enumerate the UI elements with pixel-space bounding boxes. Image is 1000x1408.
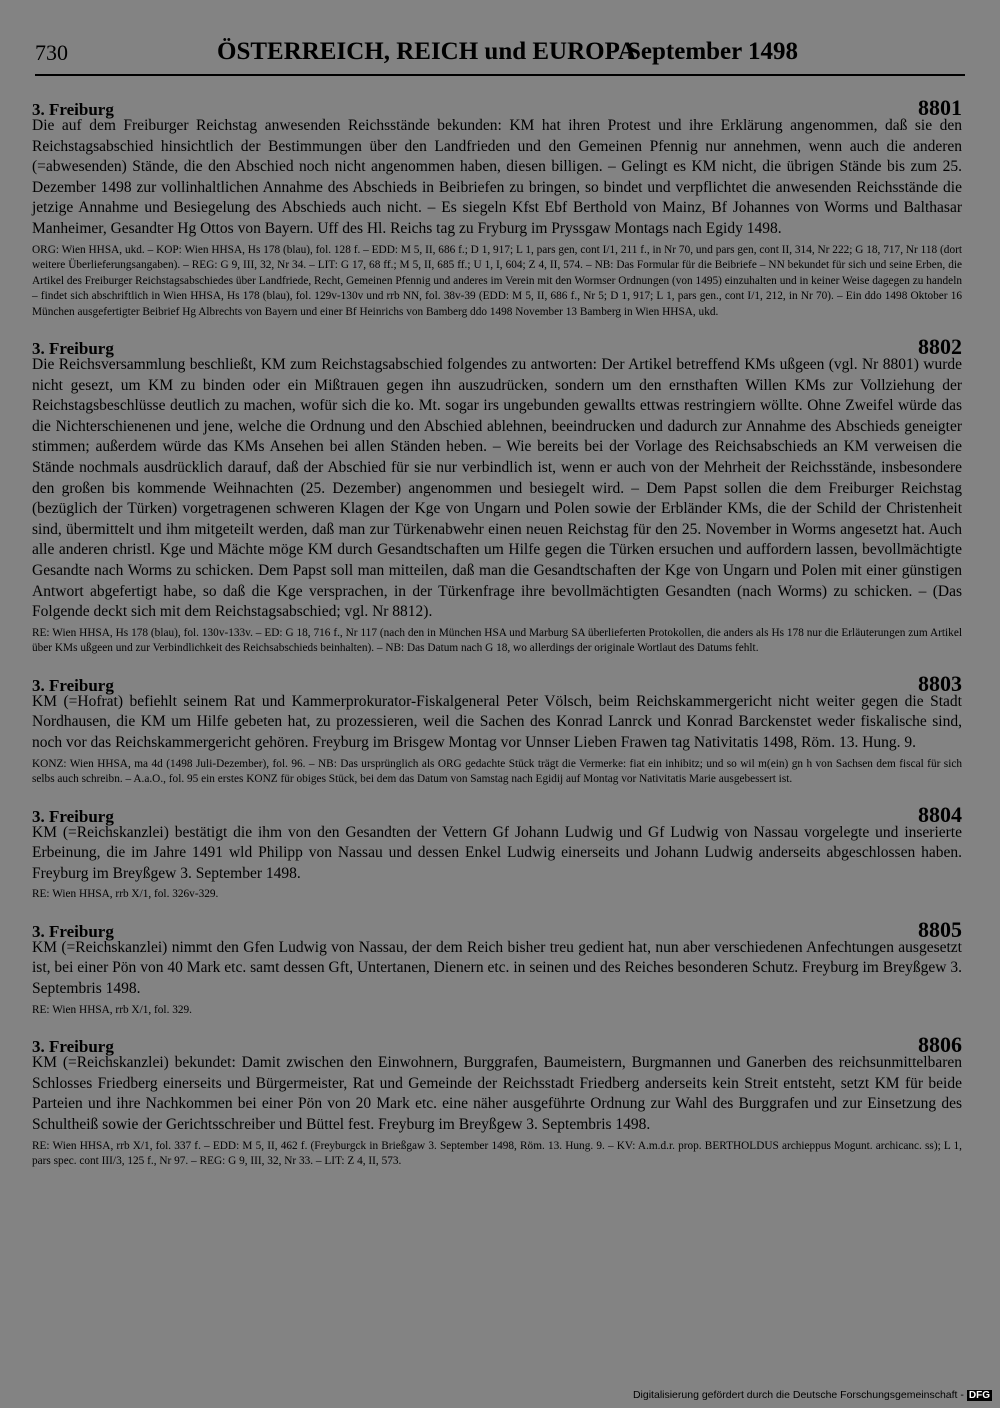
page-footer <box>633 1389 992 1401</box>
entry-notes: RE: Wien HHSA, rrb X/1, fol. 337 f. – EDD: M 5, II, 462 f. (Freyburgck in Brießgaw 3. September 1498, Röm. 13. Hung. 9. – KV: A.m.d.r. prop. BERTHOLDUS archieppus Mogunt. archicanc. ss); L 1, pars spec. cont III/3, 125 f., Nr 97. – REG: G 9, III, 32, Nr 33. – LIT: Z 4, II, 573. <box>32 1139 962 1167</box>
entry-notes: ORG: Wien HHSA, ukd. – KOP: Wien HHSA, Hs 178 (blau), fol. 128 f. – EDD: M 5, II, 686 f.; D 1, 917; L 1, pars gen, cont I/1, 211 f., in Nr 70, und pars gen, cont II, 314, Nr 222; G 18, 717, Nr 118 (dort weitere Überlieferungsangaben). – REG: G 9, III, 32, Nr 34. – LIT: G 17, 68 ff.; M 5, II, 685 ff.; U 1, I, 604; Z 4, II, 574. – NB: Das Formular für die Beibriefe – NN bekundet für sich und seine Erben, die Artikel des Freiburger Reichstagsabschiedes über Landfriede, Recht, Gemeinen Pfennig und anderes im Verein mit den Wormser Ordnungen (von 1495) einzuhalten und in keiner Weise dagegen zu handeln – findet sich abschriftlich in Wien HHSA, Hs 178 (blau), fol. 129v-130v und rrb NN, fol. 38v-39 (EDD: M 5, II, 686 f., Nr 5; D 1, 917; L 1, pars gen., cont I/1, 212, in Nr 70). – Ein ddo 1498 Oktober 16 München ausgefertigter Beibrief Hg Albrechts von Bayern und einer Bf Heinrichs von Bamberg ddo 1498 November 13 Bamberg in Wien HHSA, ukd. <box>32 243 962 318</box>
footer-credit: Digitalisierung gefördert durch die Deutsche Forschungsgemeinschaft - <box>632 1389 964 1401</box>
entries <box>32 95 962 1184</box>
entry-head <box>32 916 962 942</box>
entry-notes: RE: Wien HHSA, rrb X/1, fol. 329. <box>32 1003 192 1016</box>
entry-number: 8805 <box>918 916 962 942</box>
entry-8801 <box>32 95 962 320</box>
entry-place: 3. Freiburg <box>32 675 114 695</box>
entry-number: 8803 <box>918 670 962 696</box>
page-number: 730 <box>35 40 68 65</box>
entry-notes: KONZ: Wien HHSA, ma 4d (1498 Juli-Dezember), fol. 96. – NB: Das ursprünglich als ORG gedachte Stück trägt die Vermerke: fiat ein inhibitz; und so wil m(ein) gn h von Sachsen dem fiscal für sich selbs auch schreibn. – A.a.O., fol. 95 ein erstes KONZ für obiges Stück, bei dem das Datum von Samstag nach Egidij auf Montag vor Nativitatis Marie ausgebessert ist. <box>32 757 962 786</box>
page-header <box>35 40 965 76</box>
entry-place: 3. Freiburg <box>32 100 114 119</box>
entry-place: 3. Freiburg <box>32 921 114 941</box>
running-date: September 1498 <box>627 38 799 65</box>
entry-8805 <box>32 917 962 1018</box>
entry-head <box>32 801 962 827</box>
entry-text: KM (=Reichskanzlei) nimmt den Gfen Ludwig von Nassau, der dem Reich bisher treu gedient hat, nun aber verschiedenen Anfechtungen ausgesetzt ist, bei einer Pön von 40 Mark etc. samt dessen Gft, Untertanen, Dienern etc. in seinen und des Reiches besonderen Schutz. Freyburg im Breyßgew 3. Septembris 1498. <box>32 938 962 998</box>
entry-head <box>32 670 962 696</box>
entry-text: KM (=Hofrat) befiehlt seinem Rat und Kammerprokurator-Fiskalgeneral Peter Völsch, beim Reichskammergericht nicht weiter gegen die Stadt Nordhausen, die KM um Hilfe gebeten hat, zu prozessieren, weil die Sachen des Konrad Lanrck und Konrad Barckenstet weder fiskalische sind, noch vor das Reichskammergericht gehören. Freyburg im Brisgew Montag vor Unnser Lieben Frawen tag Nativitatis 1498, Röm. 13. Hung. 9. <box>32 692 962 751</box>
entry-text: KM (=Reichskanzlei) bestätigt die ihm von den Gesandten der Vettern Gf Johann Ludwig und Gf Ludwig von Nassau vorgelegte und inserierte Erbeinung, die im Jahre 1491 wld Philipp von Nassau und dessen Enkel Ludwig einerseits und Johann Ludwig anderseits abgeschlossen haben. Freyburg im Breyßgew 3. September 1498. <box>32 823 962 882</box>
entry-head <box>32 334 962 360</box>
dfg-logo: DFG <box>968 1389 990 1401</box>
entry-number: 8804 <box>918 801 962 827</box>
entry-number: 8802 <box>918 334 962 360</box>
entry-8806 <box>32 1032 962 1169</box>
entry-place: 3. Freiburg <box>32 806 114 826</box>
entry-place: 3. Freiburg <box>32 1037 114 1057</box>
entry-place: 3. Freiburg <box>32 339 114 359</box>
entry-text: Die Reichsversammlung beschließt, KM zum Reichstagsabschied folgendes zu antworten: Der Artikel betreffend KMs ußgeen (vgl. Nr 8801) wurde nicht gesezt, um KM zu binden oder ein Mißtrauen gegen ihn auszudrücken, sondern um den ernsthaften Willen KMs zur Vollziehung der Reichstagsbeschlüsse deutlich zu machen, wofür sich die ko. Mt. sogar irs ungebunden gewallts ettwas restringiern wöllte. Ohne Zweifel würde das die Nichterschienenen und jene, welche die Ordnung und den Abschied ablehnen, beeindrucken und dadurch zur Annahme des Abschieds geneigter stimmen; außerdem würde das KMs Ansehen bei allen Ständen heben. – Wie bereits bei der Vorlage des Reichsabschieds an KM verweisen die Stände nochmals ausdrücklich darauf, daß der Abschied für sie nur verbindlich ist, wenn er auch von der Mehrheit der Reichsstände, insbesondere den großen bis kommende Weihnachten (25. Dezember) angenommen und besiegelt wird. – Dem Papst sollen die dem Freiburger Reichstag (bezüglich der Türken) vorgetragenen schweren Klagen der Kge von Ungarn und Polen sowie der Erbländer KMs, die der Schild der Christenheit sind, übermittelt und ihm mitgeteilt werden, daß man zur Türkenabwehr einen neuen Reichstag für den 25. November in Worms angesetzt hat. Auch alle anderen christl. Kge und Mächte möge KM durch Gesandtschaften um Hilfe gegen die Türken ersuchen und auffordern lassen, bevollmächtigte Gesandte nach Worms zu schicken. Dem Papst soll man mitteilen, daß man die Gesandtschaften der Kge von Ungarn und Polen mit einer günstigen Antwort abgefertigt habe, so daß die Kge versprachen, in der Türkenfrage ihre bevollmächtigten Gesandten (nach Worms) zu schicken. – (Das Folgende deckt sich mit dem Reichstagsabschied; vgl. Nr 8812). <box>32 356 962 621</box>
entry-number: 8806 <box>918 1032 962 1058</box>
entry-head <box>32 1032 962 1058</box>
entry-8803 <box>32 671 962 788</box>
entry-8802 <box>32 334 962 657</box>
entry-notes: RE: Wien HHSA, Hs 178 (blau), fol. 130v-133v. – ED: G 18, 716 f., Nr 117 (nach den in München HSA und Marburg SA überlieferten Protokollen, die anders als Hs 178 nur die Erläuterungen zum Artikel über KMs ußgeen und zur Verbindlichkeit des Reichsabschieds beinhalten). – NB: Das Datum nach G 18, wo allerdings der originale Wortlaut des Datums fehlt. <box>32 626 962 655</box>
entry-text: KM (=Reichskanzlei) bekundet: Damit zwischen den Einwohnern, Burggrafen, Baumeistern, Burgmannen und Ganerben des reichsunmittelbaren Schlosses Friedberg einerseits und Bürgermeister, Rat und Gemeinde der Reichsstadt Friedberg anderseits kein Streit entsteht, setzt KM für beide Parteien und ihre Nachkommen bei einer Pön von 20 Mark etc. eine näher ausgeführte Ordnung zur Wahl des Burggrafen und zur Einsetzung des Schultheiß sowie der Gerichtsschreiber und Büttel fest. Freyburg im Breyßgew 3. Septembris 1498. <box>32 1054 962 1133</box>
entry-notes: RE: Wien HHSA, rrb X/1, fol. 326v-329. <box>32 888 219 901</box>
entry-number: 8801 <box>918 95 962 120</box>
entry-8804 <box>32 802 962 903</box>
entry-head <box>32 95 962 120</box>
entry-text: Die auf dem Freiburger Reichstag anwesenden Reichsstände bekunden: KM hat ihren Protest und ihre Erklärung angenommen, daß sie den Reichstagsabschied hinsichtlich der Bestimmungen über den Landfrieden und den Gemeinen Pfennig nur annehmen, wenn auch die anderen (=abwesenden) Stände, die den Abschied noch nicht angenommen haben, diesen billigen. – Gelingt es KM nicht, die übrigen Stände bis zum 25. Dezember 1498 zur vollinhaltlichen Annahme des Abschieds in Beibriefen zu bringen, so bindet und verpflichtet die anwesenden Reichsstände die jetzige Annahme und Besiegelung des Abschieds auch nicht. – Es siegeln Kfst Ebf Berthold von Mainz, Bf Johannes von Worms und Balthasar Manheimer, Gesandter Hg Ottos von Bayern. Uff des Hl. Reichs tag zu Fryburg im Pryssgaw Montags nach Egidy 1498. <box>32 117 962 237</box>
running-title: ÖSTERREICH, REICH und EUROPA <box>217 38 637 65</box>
